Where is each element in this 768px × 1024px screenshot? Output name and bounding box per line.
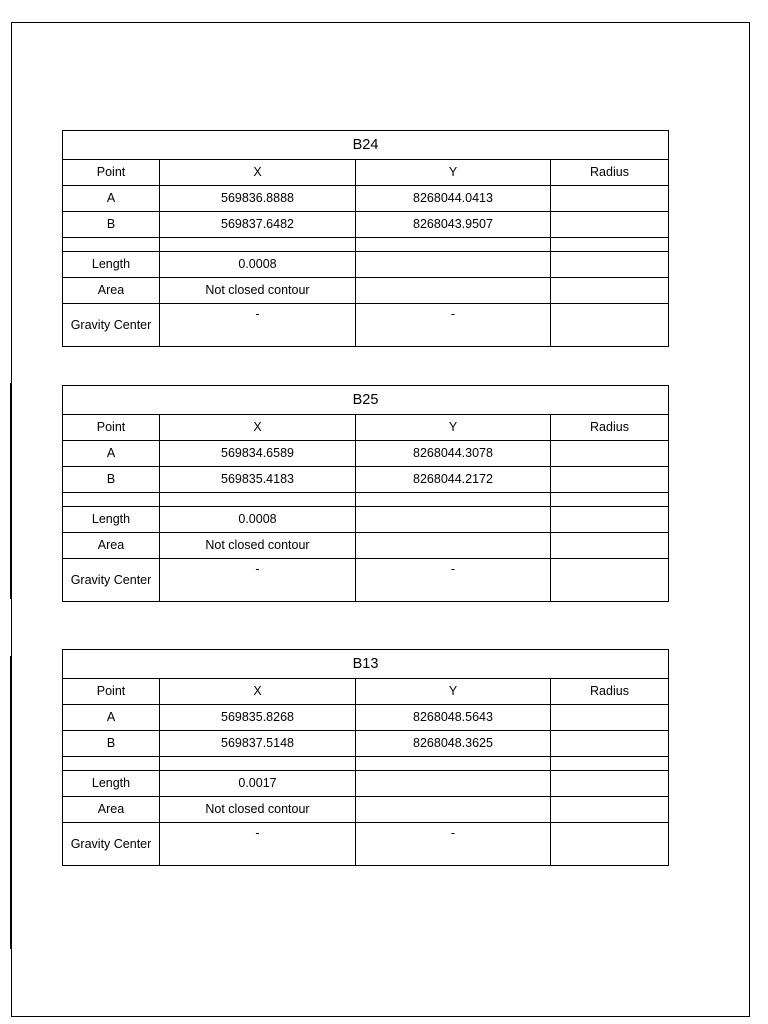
point-x: 569835.8268 bbox=[160, 705, 356, 731]
header-radius: Radius bbox=[551, 679, 669, 705]
header-y: Y bbox=[356, 679, 551, 705]
measurement-table bbox=[62, 385, 669, 602]
point-radius bbox=[551, 731, 669, 757]
point-radius bbox=[551, 212, 669, 238]
header-y: Y bbox=[356, 160, 551, 186]
point-name: A bbox=[63, 441, 160, 467]
length-label: Length bbox=[63, 507, 160, 533]
point-name: B bbox=[63, 467, 160, 493]
gravity-label: Gravity Center bbox=[63, 304, 160, 347]
header-y: Y bbox=[356, 415, 551, 441]
area-value: Not closed contour bbox=[160, 533, 356, 559]
gravity-y: - bbox=[356, 304, 551, 347]
gravity-y: - bbox=[356, 823, 551, 866]
area-label: Area bbox=[63, 797, 160, 823]
header-point: Point bbox=[63, 679, 160, 705]
area-row bbox=[63, 797, 669, 823]
length-row bbox=[63, 252, 669, 278]
point-x: 569834.6589 bbox=[160, 441, 356, 467]
gravity-y: - bbox=[356, 559, 551, 602]
area-label: Area bbox=[63, 278, 160, 304]
gravity-x: - bbox=[160, 559, 356, 602]
point-y: 8268044.3078 bbox=[356, 441, 551, 467]
area-row bbox=[63, 533, 669, 559]
table-row bbox=[63, 441, 669, 467]
gravity-x: - bbox=[160, 823, 356, 866]
point-x: 569836.8888 bbox=[160, 186, 356, 212]
length-row bbox=[63, 771, 669, 797]
page-edge-line bbox=[10, 383, 12, 599]
spacer-row bbox=[63, 493, 669, 507]
point-radius bbox=[551, 186, 669, 212]
table-title: B25 bbox=[63, 386, 669, 415]
page-edge-line bbox=[10, 656, 12, 949]
measurement-table bbox=[62, 130, 669, 347]
length-value: 0.0008 bbox=[160, 507, 356, 533]
header-x: X bbox=[160, 160, 356, 186]
gravity-label: Gravity Center bbox=[63, 559, 160, 602]
header-radius: Radius bbox=[551, 160, 669, 186]
table-row bbox=[63, 467, 669, 493]
point-name: A bbox=[63, 186, 160, 212]
point-y: 8268043.9507 bbox=[356, 212, 551, 238]
header-x: X bbox=[160, 415, 356, 441]
gravity-x: - bbox=[160, 304, 356, 347]
measurement-table bbox=[62, 649, 669, 866]
spacer-row bbox=[63, 238, 669, 252]
point-name: A bbox=[63, 705, 160, 731]
length-value: 0.0017 bbox=[160, 771, 356, 797]
point-y: 8268044.0413 bbox=[356, 186, 551, 212]
header-point: Point bbox=[63, 415, 160, 441]
point-y: 8268044.2172 bbox=[356, 467, 551, 493]
point-x: 569837.6482 bbox=[160, 212, 356, 238]
point-x: 569837.5148 bbox=[160, 731, 356, 757]
table-row bbox=[63, 212, 669, 238]
length-label: Length bbox=[63, 252, 160, 278]
area-value: Not closed contour bbox=[160, 278, 356, 304]
point-x: 569835.4183 bbox=[160, 467, 356, 493]
table-row bbox=[63, 705, 669, 731]
gravity-label: Gravity Center bbox=[63, 823, 160, 866]
point-name: B bbox=[63, 731, 160, 757]
header-point: Point bbox=[63, 160, 160, 186]
area-value: Not closed contour bbox=[160, 797, 356, 823]
length-row bbox=[63, 507, 669, 533]
gravity-row bbox=[63, 559, 669, 602]
length-value: 0.0008 bbox=[160, 252, 356, 278]
length-label: Length bbox=[63, 771, 160, 797]
table-row bbox=[63, 731, 669, 757]
area-row bbox=[63, 278, 669, 304]
point-radius bbox=[551, 441, 669, 467]
point-radius bbox=[551, 705, 669, 731]
point-name: B bbox=[63, 212, 160, 238]
table-title: B24 bbox=[63, 131, 669, 160]
gravity-row bbox=[63, 304, 669, 347]
point-radius bbox=[551, 467, 669, 493]
spacer-row bbox=[63, 757, 669, 771]
header-radius: Radius bbox=[551, 415, 669, 441]
point-y: 8268048.5643 bbox=[356, 705, 551, 731]
table-row bbox=[63, 186, 669, 212]
point-y: 8268048.3625 bbox=[356, 731, 551, 757]
table-title: B13 bbox=[63, 650, 669, 679]
header-x: X bbox=[160, 679, 356, 705]
area-label: Area bbox=[63, 533, 160, 559]
gravity-row bbox=[63, 823, 669, 866]
